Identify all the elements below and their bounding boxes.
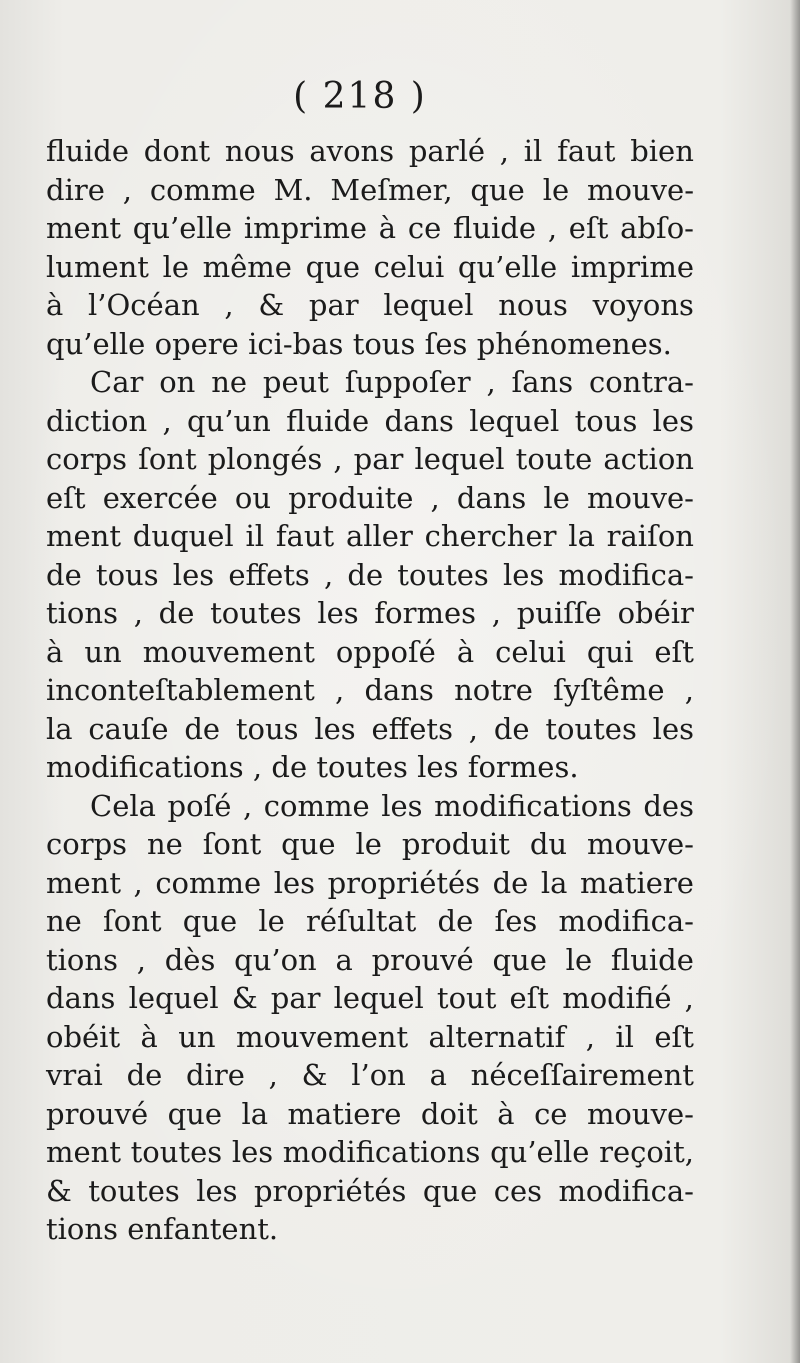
word: par [270, 981, 321, 1015]
word: poſé [167, 788, 232, 823]
text-line [46, 941, 694, 980]
word: dans [364, 673, 434, 707]
word: ſont [103, 904, 162, 938]
text-line [46, 1095, 694, 1134]
word: notre [454, 673, 533, 707]
word: les [502, 557, 545, 592]
text-line [46, 1018, 694, 1057]
text-line [46, 171, 694, 210]
word: à [378, 211, 397, 245]
word: il [615, 1019, 634, 1054]
word: dans [46, 981, 116, 1015]
word: à [46, 288, 64, 322]
text-line [46, 440, 694, 479]
word: matiere [580, 865, 694, 900]
word: , [335, 673, 345, 707]
word: à [46, 634, 64, 669]
word: exercée [102, 480, 218, 515]
word: par [308, 288, 359, 322]
word: toutes [545, 711, 637, 746]
word: modifications [282, 1135, 481, 1169]
word: lequel [333, 981, 424, 1015]
word: par [353, 442, 404, 476]
word: opere [154, 326, 239, 361]
word: un [84, 634, 122, 669]
word: des [643, 788, 694, 823]
word: modifications [434, 788, 632, 823]
word: prouvé [371, 942, 474, 977]
word: mouve- [587, 827, 694, 861]
word: toutes [130, 1135, 223, 1169]
word: duquel [132, 519, 234, 553]
word: , [268, 1058, 278, 1092]
word: , [585, 1019, 596, 1054]
word: produite [288, 480, 414, 515]
text-line [46, 286, 694, 325]
word: prouvé [46, 1096, 149, 1131]
word: ces [493, 1173, 542, 1208]
word: , [162, 403, 172, 438]
word: oppoſé [335, 634, 436, 669]
word: corps [46, 827, 128, 861]
word: les [231, 1135, 274, 1169]
word: l’on [351, 1058, 406, 1092]
text-line [46, 1056, 694, 1095]
word: comme [263, 788, 370, 823]
word: comme [155, 865, 262, 900]
word: , [224, 288, 234, 322]
word: le [565, 942, 593, 977]
word: imprime [570, 249, 694, 284]
word: réſultat [306, 904, 417, 938]
word: que [305, 249, 360, 284]
word: modifica- [558, 1173, 694, 1208]
word: qu’un [187, 403, 271, 438]
word: abſo- [620, 211, 694, 245]
word: raiſon [606, 519, 694, 553]
word: il [523, 134, 543, 168]
text-line [46, 248, 694, 287]
text-line [46, 1133, 694, 1172]
word: les [652, 711, 694, 746]
word: celui [373, 249, 445, 284]
word: ne [146, 827, 183, 861]
word: même [202, 249, 292, 284]
word: tous [574, 403, 638, 438]
word: celui [495, 634, 566, 669]
word: faut [557, 134, 616, 168]
word: que [182, 904, 238, 938]
text-line [46, 671, 694, 710]
word: , [323, 557, 334, 592]
text-line [46, 209, 694, 248]
word: a [429, 1058, 447, 1092]
word: avons [309, 134, 395, 168]
word: ment [46, 519, 121, 553]
word: de [158, 596, 195, 630]
word: ſuppoſer [344, 365, 471, 399]
word: eſt [654, 1019, 694, 1054]
word: tions [46, 596, 118, 630]
word: parlé [408, 134, 486, 168]
text-line [46, 710, 694, 749]
word: imprime [243, 211, 368, 245]
word: effets [228, 557, 310, 592]
word: , [684, 981, 694, 1015]
word: à [456, 634, 475, 669]
word: ﬂuide [46, 134, 130, 168]
word: eſt [509, 981, 550, 1015]
word: que [422, 1173, 478, 1208]
word: peut [262, 365, 329, 399]
word: le [162, 249, 190, 284]
word: dans [456, 480, 527, 515]
word: formes. [467, 750, 579, 784]
text-line [46, 979, 694, 1018]
word: , [122, 172, 132, 207]
word: corps [46, 442, 128, 476]
word: à [497, 1096, 515, 1131]
word: enfantent. [127, 1212, 279, 1246]
word: la [241, 1096, 269, 1131]
word: contra- [588, 365, 694, 399]
word: ce [534, 1096, 568, 1131]
word: que [281, 827, 336, 861]
word: tous [352, 326, 416, 361]
text-line [46, 556, 694, 595]
word: les [381, 788, 423, 823]
word: de [437, 904, 474, 938]
word: inconteſtablement [46, 673, 315, 707]
word: il [245, 519, 265, 553]
word: ce [407, 211, 442, 245]
word: lequel [469, 403, 560, 438]
word: mouvement [235, 1019, 409, 1054]
text-line [46, 363, 694, 402]
word: de [46, 557, 82, 592]
word: le [258, 904, 285, 938]
word: ſans [511, 365, 574, 399]
word: , [133, 596, 143, 630]
word: diction [46, 403, 148, 438]
word: cauſe [88, 711, 169, 746]
word: ſyſtême [553, 673, 665, 707]
word: les [317, 596, 359, 630]
word: tous [95, 557, 159, 592]
word: du [529, 827, 568, 861]
word: , [684, 673, 694, 707]
word: nous [224, 134, 295, 168]
text-line [46, 787, 694, 826]
word: action [603, 442, 694, 476]
word: ſont [138, 442, 197, 476]
text-line [46, 902, 694, 941]
word: qu’elle [490, 1135, 590, 1169]
word: ment [46, 865, 121, 900]
word: toutes [397, 557, 489, 592]
word: , [468, 711, 478, 746]
word: lequel [383, 288, 474, 322]
word: Cela [90, 788, 156, 823]
text-line [46, 864, 694, 903]
word: Car [90, 365, 144, 399]
word: dès [164, 942, 216, 977]
word: le [542, 172, 570, 207]
word: toutes [88, 1173, 180, 1208]
word: mouve- [586, 480, 694, 515]
word: , [430, 480, 440, 515]
word: voyons [592, 288, 694, 322]
word: tions [46, 1212, 118, 1246]
word: a [335, 942, 353, 977]
word: toute [515, 442, 593, 476]
word: ment [46, 1135, 121, 1169]
word: la [46, 711, 73, 746]
word: eſt [46, 480, 86, 515]
word: bien [630, 134, 694, 168]
word: propriétés [327, 865, 481, 900]
word: la [540, 865, 568, 900]
word: puiſſe [516, 596, 602, 630]
word: lument [46, 249, 149, 284]
word: les [314, 711, 356, 746]
word: eſt [568, 211, 609, 245]
text-line [46, 1210, 694, 1249]
word: , [499, 134, 509, 168]
word: modifica- [558, 557, 694, 592]
word: propriétés [253, 1173, 407, 1208]
page-edge-shadow [790, 0, 800, 1363]
word: de [184, 711, 221, 746]
body-text [46, 132, 694, 1249]
word: ſes [424, 326, 468, 361]
text-line [46, 517, 694, 556]
word: M. [273, 172, 313, 207]
word: tous [235, 711, 299, 746]
word: chercher [424, 519, 557, 553]
page-number: ( 218 ) [293, 76, 427, 117]
word: matiere [287, 1096, 402, 1131]
word: néceſſairement [470, 1058, 694, 1092]
word: modifica- [558, 904, 694, 938]
word: dans [384, 403, 454, 438]
word: tions [46, 942, 118, 977]
word: comme [149, 172, 256, 207]
word: produit [401, 827, 510, 861]
text-line [46, 479, 694, 518]
word: les [172, 557, 215, 592]
word: ou [234, 480, 272, 515]
word: mouve- [587, 172, 694, 207]
word: modifié [562, 981, 672, 1015]
text-line [46, 748, 694, 787]
word: les [417, 750, 459, 784]
word: un [178, 1019, 216, 1054]
word: de [271, 750, 308, 784]
text-line [46, 594, 694, 633]
word: plongés [207, 442, 323, 476]
word: , [252, 750, 263, 784]
word: de [347, 557, 384, 592]
word: qui [586, 634, 634, 669]
word: reçoit, [599, 1135, 694, 1169]
word: & [46, 1173, 72, 1208]
word: toutes [316, 750, 408, 784]
word: qu’on [234, 942, 317, 977]
text-line [46, 825, 694, 864]
word: faut [275, 519, 335, 553]
word: nous [498, 288, 568, 322]
word: de [493, 711, 530, 746]
text-line [46, 325, 694, 364]
word: & [258, 288, 285, 322]
word: on [159, 365, 196, 399]
word: les [652, 403, 694, 438]
word: de [126, 1058, 163, 1092]
word: Meſmer, [330, 172, 453, 207]
word: que [492, 942, 547, 977]
word: , [243, 788, 253, 823]
word: qu’elle [46, 326, 146, 361]
word: mouve- [586, 1096, 694, 1131]
word: ici-bas [248, 326, 344, 361]
word: lequel [414, 442, 505, 476]
word: vrai [46, 1058, 103, 1092]
word: alternatif [428, 1019, 566, 1054]
word: la [568, 519, 595, 553]
word: , [333, 442, 343, 476]
word: effets [371, 711, 453, 746]
word: qu’elle [457, 249, 558, 284]
text-line [46, 1172, 694, 1211]
word: dire [186, 1058, 245, 1092]
word: phénomenes. [476, 326, 672, 361]
word: les [273, 865, 316, 900]
word: & [231, 981, 258, 1015]
word: fluide [286, 403, 370, 438]
word: à [140, 1019, 158, 1054]
word: formes [374, 596, 477, 630]
word: modifications [46, 750, 244, 784]
word: doit [420, 1096, 478, 1131]
text-line [46, 132, 694, 171]
word: fluide [453, 211, 537, 245]
word: fluide [610, 942, 694, 977]
word: tout [436, 981, 497, 1015]
word: que [167, 1096, 222, 1131]
word: de [492, 865, 529, 900]
word: toutes [210, 596, 302, 630]
word: le [355, 827, 382, 861]
word: les [196, 1173, 238, 1208]
word: , [491, 596, 501, 630]
word: ne [211, 365, 248, 399]
text-line [46, 633, 694, 672]
word: ſes [494, 904, 538, 938]
word: aller [345, 519, 413, 553]
word: dire [46, 172, 105, 207]
text-line [46, 402, 694, 441]
word: mouvement [142, 634, 315, 669]
word: ne [46, 904, 82, 938]
word: ſont [202, 827, 262, 861]
word: qu’elle [132, 211, 233, 245]
word: l’Océan [88, 288, 200, 322]
word: que [470, 172, 525, 207]
word: dont [143, 134, 211, 168]
word: , [547, 211, 558, 245]
word: ment [46, 211, 121, 245]
word: , [133, 865, 143, 900]
word: & [301, 1058, 328, 1092]
word: obéir [617, 596, 694, 630]
word: eſt [654, 634, 694, 669]
word: , [136, 942, 146, 977]
word: , [486, 365, 496, 399]
word: lequel [128, 981, 219, 1015]
word: obéit [46, 1019, 121, 1054]
word: le [543, 480, 570, 515]
